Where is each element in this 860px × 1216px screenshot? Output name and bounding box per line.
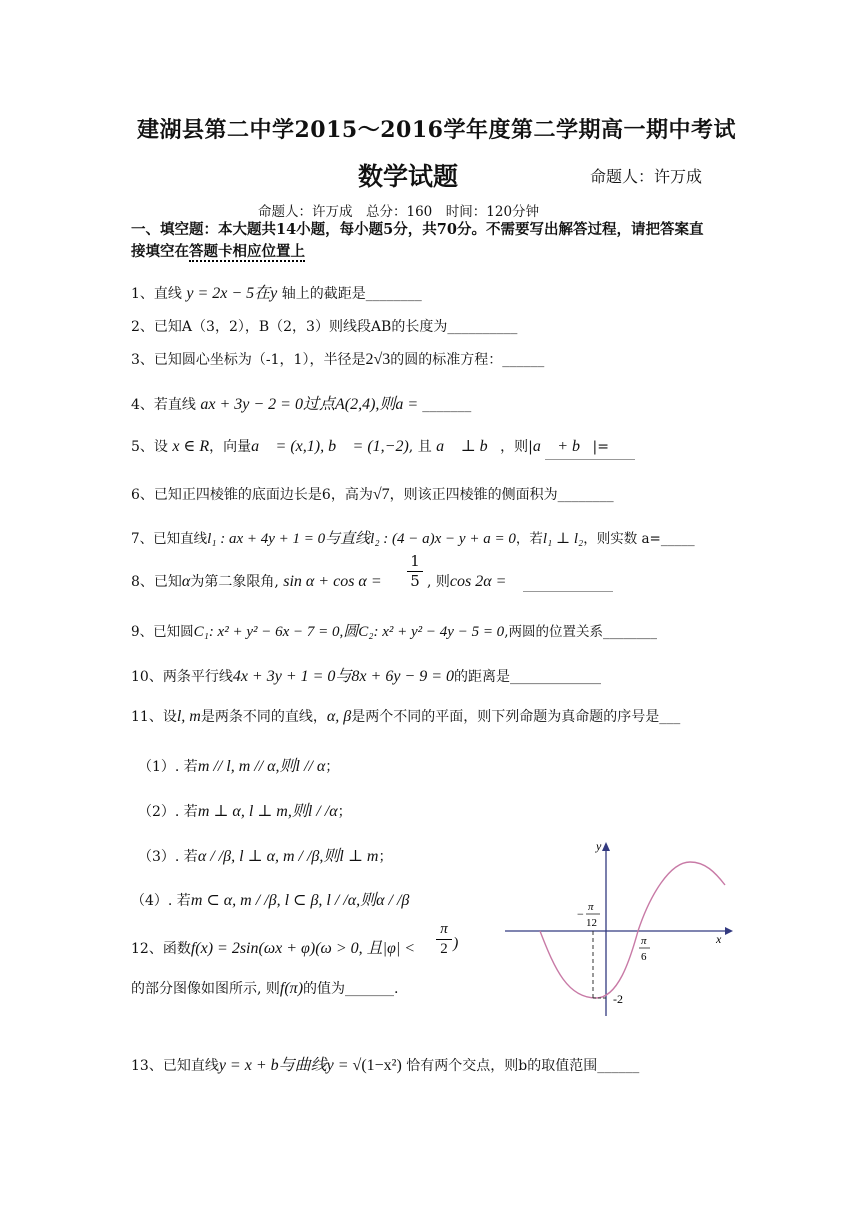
exam-info: 命题人：许万成 总分：160 时间：120分钟 [258, 204, 540, 220]
question-4 [131, 391, 471, 414]
math-expr: m ⊂ α, m / /β, l ⊂ β, l / /α,则α / /β [190, 892, 410, 909]
question-text: ； [325, 759, 340, 775]
question-number: 6、 [131, 487, 154, 503]
question-9 [131, 620, 657, 641]
question-2 [131, 316, 517, 336]
math-expr: l₁ : ax + 4y + 1 = 0与直线l₂ : (4 − a)x − y + a = 0 [207, 531, 516, 547]
question-text: ，若 [515, 531, 543, 547]
question-6 [131, 484, 614, 504]
question-text: 的距离是_____________ [454, 669, 602, 685]
math-expr: m // l, m // α,则l // α [197, 758, 326, 775]
question-text: 的值为_______. [303, 981, 399, 997]
question-text: 恰有两个交点，则b的取值范围______ [401, 1058, 640, 1074]
exam-title: 建湖县第二中学2015～2016学年度第二学期高一期中考试 [137, 117, 736, 143]
pi-6-num: π [641, 935, 647, 947]
question-text: 轴上的截距是 [277, 286, 366, 302]
option-label: （2）. 若 [138, 804, 198, 820]
sine-curve [540, 862, 725, 998]
math-expr: √(1−x²) [352, 1057, 402, 1074]
question-text: 设 [162, 709, 177, 725]
math-expr: α / /β, l ⊥ α, m / /β,则l ⊥ m [197, 848, 379, 865]
math-expr: 4x + 3y + 1 = 0与8x + 6y − 9 = 0 [232, 668, 455, 685]
math-expr: f(π) [279, 980, 304, 997]
math-expr: 2√3 [365, 351, 391, 368]
question-text: ，向量 [209, 439, 252, 455]
question-text: 函数 [162, 941, 191, 957]
question-text: ； [378, 849, 393, 865]
y-axis-label: y [596, 839, 602, 853]
question-text: 是两条不同的直线， [200, 709, 327, 725]
math-expr: l, m [176, 708, 201, 725]
math-expr: a⃗ = (x,1), b⃗ = (1,−2) [251, 438, 409, 455]
question-3 [131, 349, 544, 369]
option-2 [138, 798, 352, 821]
question-11 [131, 706, 680, 726]
option-4 [131, 887, 409, 910]
fraction-denominator: 2 [440, 941, 448, 957]
question-text: 已知圆 [153, 624, 194, 640]
question-text: 的部分图像如图所示, 则 [131, 981, 280, 997]
math-expr: y = 2x − 5在y [186, 285, 278, 302]
question-5 [131, 436, 609, 456]
question-text: ； [337, 804, 352, 820]
option-label: （4）. 若 [131, 893, 191, 909]
question-text: ，则实数 a=_____ [583, 531, 695, 547]
option-label: （3）. 若 [138, 849, 198, 865]
neg-pi-12-num: π [588, 901, 594, 913]
min-label: -2 [613, 992, 623, 1006]
answer-blank: _______ [422, 397, 472, 413]
question-number: 3、 [131, 352, 154, 368]
question-12 [131, 935, 415, 958]
question-text: 已知正四棱锥的底面边长是6，高为 [153, 487, 373, 503]
question-text: 已知 [153, 574, 182, 590]
fraction-numerator: 1 [407, 552, 423, 572]
math-expr: ax + 3y − 2 = 0过点A(2,4),则a = [200, 396, 423, 413]
question-number: 9、 [131, 624, 154, 640]
fraction-1-5 [407, 552, 423, 591]
math-expr: α, β [326, 708, 352, 725]
option-3 [138, 843, 392, 866]
question-text: ,两圆的位置关系________ [504, 624, 657, 640]
x-axis-label: x [716, 932, 722, 946]
question-number: 4、 [131, 397, 154, 413]
question-number: 13、 [131, 1058, 163, 1074]
answer-blank-line [545, 459, 635, 460]
question-12-close [453, 935, 458, 953]
question-text: 若直线 [153, 397, 201, 413]
exam-subtitle: 数学试题 [358, 162, 459, 191]
x-axis-arrow [725, 927, 733, 935]
section-heading [131, 219, 736, 263]
question-1 [131, 280, 422, 303]
question-number: 11、 [131, 709, 163, 725]
question-number: 5、 [131, 439, 154, 455]
math-expr: y = x + b与曲线y = [218, 1057, 353, 1074]
section-heading-plain: 接填空在 [131, 243, 189, 260]
math-expr: ) [453, 935, 459, 952]
question-text: 设 [153, 439, 173, 455]
sine-graph [500, 830, 740, 1020]
question-text: 直线 [153, 286, 187, 302]
question-text: , 且 [408, 439, 437, 455]
exam-author: 命题人：许万成 [590, 167, 703, 186]
question-text: 是两个不同的平面，则下列命题为真命题的序号是___ [351, 709, 681, 725]
question-text: ，则该正四棱锥的侧面积为________ [389, 487, 614, 503]
question-number: 1、 [131, 286, 154, 302]
fraction-denominator: 5 [410, 572, 420, 590]
math-expr: l₁ ⊥ l₂ [542, 531, 584, 547]
section-heading-line1: 一、填空题：本大题共14小题，每小题5分，共70分。不需要写出解答过程，请把答案直 [131, 221, 704, 238]
question-text: ，则| [500, 439, 533, 455]
math-expr: f(x) = 2sin(ωx + φ)(ω > 0, 且|φ| < [190, 940, 416, 957]
question-number: 2、 [131, 319, 154, 335]
question-10 [131, 663, 601, 686]
question-text: 已知圆心坐标为（-1，1），半径是 [153, 352, 366, 368]
question-text: 的圆的标准方程：______ [390, 352, 545, 368]
question-text: 已知直线 [162, 1058, 219, 1074]
section-heading-line2 [131, 241, 736, 263]
math-expr: √7 [372, 486, 390, 503]
question-12-line2 [131, 978, 398, 998]
fraction-numerator: π [436, 920, 452, 940]
question-text: |= [592, 439, 609, 455]
math-expr: cos 2α = [449, 573, 507, 590]
math-expr: C₁: x² + y² − 6x − 7 = 0,圆C₂: x² + y² − 4y − 5 = 0 [193, 624, 505, 640]
math-expr: a⃗ + b⃗ [532, 438, 593, 455]
fraction-pi-2 [436, 920, 452, 959]
question-8 [131, 571, 382, 591]
option-1 [138, 753, 339, 776]
question-text: 为第二象限角, [190, 574, 284, 590]
y-axis-arrow [602, 842, 610, 851]
question-text: 已知直线 [153, 531, 208, 547]
answer-blank-line [523, 591, 613, 592]
section-heading-dotted: 答题卡相应位置上 [189, 243, 305, 260]
question-8-tail [427, 571, 506, 591]
question-13 [131, 1052, 639, 1075]
option-label: （1）. 若 [138, 759, 198, 775]
question-text: , 则 [427, 574, 450, 590]
question-7 [131, 527, 695, 548]
question-number: 8、 [131, 574, 154, 590]
answer-blank: ________ [365, 286, 422, 302]
question-text: 已知A（3，2），B（2，3）则线段AB的长度为__________ [153, 319, 518, 335]
question-number: 7、 [131, 531, 154, 547]
math-expr: α [181, 573, 191, 590]
pi-6-den: 6 [641, 951, 647, 963]
math-expr: m ⊥ α, l ⊥ m,则l / /α [197, 803, 338, 820]
neg-pi-12-den: 12 [586, 917, 597, 929]
question-text: 两条平行线 [162, 669, 233, 685]
math-expr: a⃗ ⊥ b⃗ [436, 438, 501, 455]
neg-pi-12-sign: − [577, 907, 584, 921]
math-expr: sin α + cos α = [283, 573, 382, 590]
math-expr: x ∈ R [172, 438, 210, 455]
question-number: 12、 [131, 941, 163, 957]
question-number: 10、 [131, 669, 163, 685]
